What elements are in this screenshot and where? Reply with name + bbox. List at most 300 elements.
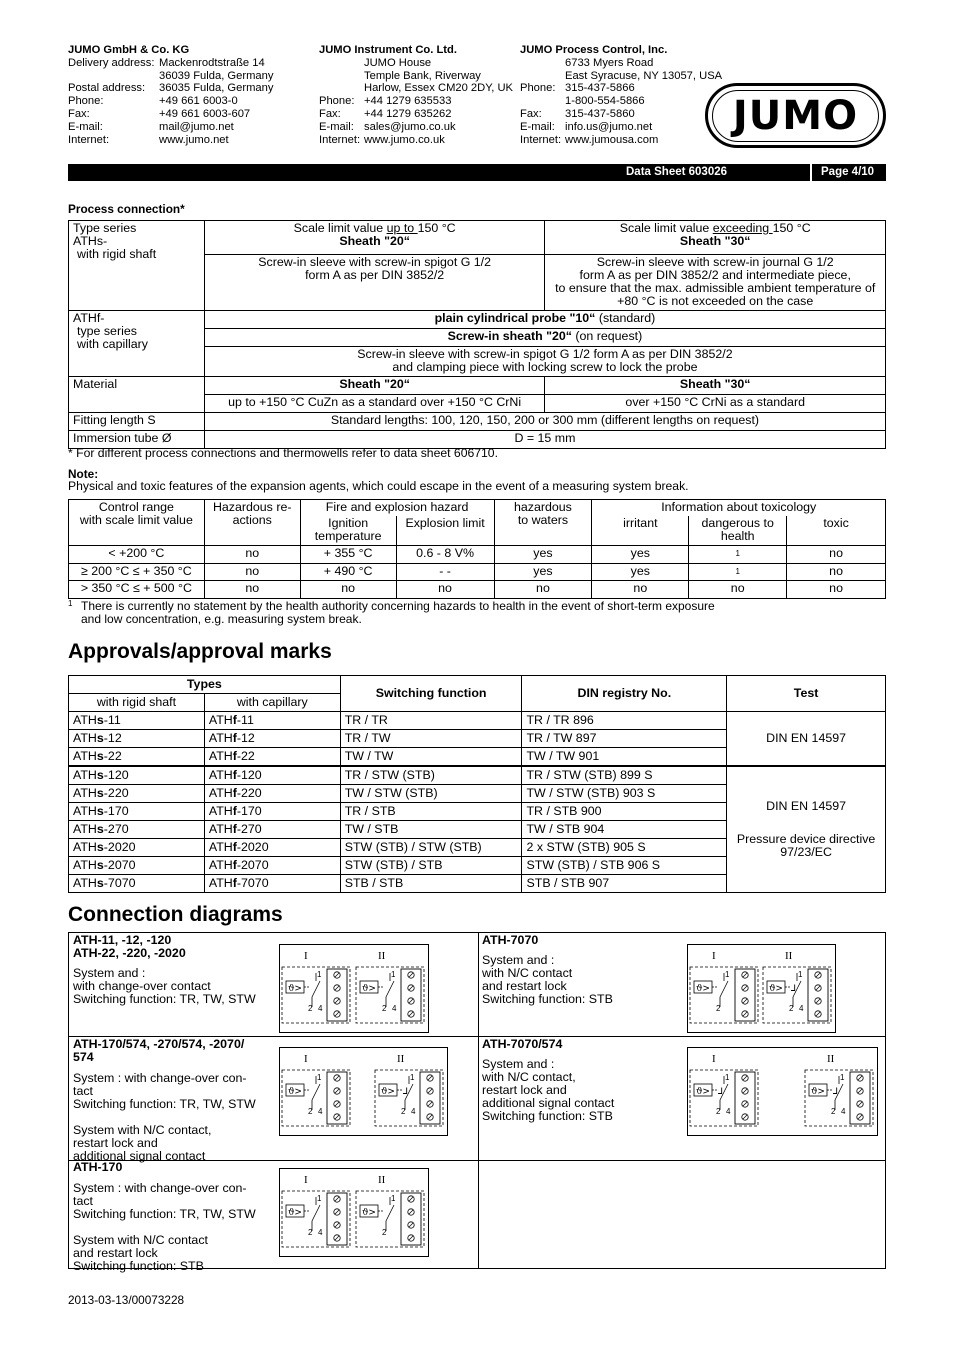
hazard-table — [68, 499, 886, 599]
terminal-slot — [858, 1076, 862, 1080]
h-control: Control range with scale limit value — [69, 500, 205, 546]
approval-din: TR / STB 900 — [522, 803, 727, 821]
ath: ATH — [73, 768, 97, 782]
type-cell — [204, 748, 340, 767]
dash: - — [103, 768, 108, 782]
terminal-num: 1 — [391, 1194, 396, 1203]
approval-sw: STW (STB) / STW (STB) — [340, 839, 522, 857]
num: 120 — [241, 768, 262, 782]
dash: - — [236, 840, 242, 854]
variant: s — [96, 876, 104, 890]
terminal-slot — [428, 1102, 432, 1106]
sheath20-request — [204, 329, 885, 347]
num: 7070 — [107, 876, 136, 890]
dash: - — [236, 804, 242, 818]
dash: - — [103, 786, 108, 800]
terminal-block — [808, 969, 828, 1021]
approval-sw: TR / STW (STB) — [340, 766, 522, 785]
wiring-diagram — [279, 944, 429, 1033]
variant: f — [232, 804, 237, 818]
approval-din: STW (STB) / STB 906 S — [522, 857, 727, 875]
ath: ATH — [208, 749, 233, 763]
system-label: II — [378, 1174, 386, 1186]
mat-sheath30: Sheath "30“ — [545, 377, 886, 395]
hazard-irr: no — [592, 581, 689, 599]
address-key: E-mail: — [520, 120, 555, 133]
hazard-dang: no — [689, 581, 787, 599]
h-fire: Fire and explosion hazard — [300, 500, 494, 516]
system-label: II — [827, 1053, 835, 1065]
sensor-symbol: ϑ> — [288, 1087, 302, 1097]
address-line — [319, 57, 513, 70]
h-water: hazardous to waters — [494, 500, 592, 546]
address-value: East Syracuse, NY 13057, USA — [565, 69, 723, 82]
num: 2020 — [107, 840, 136, 854]
ath: ATH — [73, 786, 97, 800]
terminal-num: 1 — [840, 1073, 845, 1082]
note-label: Note: — [68, 467, 99, 481]
note-text: Physical and toxic features of the expansion agents, which could escape in the event of a measuring system break. — [68, 479, 689, 493]
type-cell — [204, 821, 340, 839]
terminal-block — [850, 1072, 870, 1124]
ath: ATH — [208, 822, 233, 836]
cell-ath-7070-574 — [482, 1038, 614, 1123]
restart-symbol: ⅃ — [718, 1086, 724, 1096]
address-line — [68, 70, 273, 83]
ath: ATH — [73, 804, 97, 818]
type-cell — [69, 748, 205, 767]
address-value: mail@jumo.net — [159, 120, 234, 133]
num: 12 — [241, 731, 255, 745]
address-key: E-mail: — [319, 120, 354, 133]
approval-sw: TW / TW — [340, 748, 522, 767]
terminal-slot — [335, 973, 339, 977]
address-line — [68, 82, 273, 95]
aths-sub: with rigid shaft — [77, 247, 157, 261]
approval-din: STB / STB 907 — [522, 875, 727, 893]
address-value: sales@jumo.co.uk — [364, 120, 456, 133]
terminal-slot — [816, 986, 820, 990]
type-cell — [69, 821, 205, 839]
cell-ath-170-574 — [73, 1038, 273, 1163]
terminal-num: 4 — [318, 1004, 323, 1013]
type-cell — [204, 712, 340, 730]
num: 170 — [241, 804, 262, 818]
type-series-label: Type series — [73, 221, 137, 235]
cell-ath-11 — [73, 934, 256, 1006]
sensor-symbol: ϑ> — [696, 1087, 710, 1097]
t: Scale limit value — [293, 221, 387, 235]
athf-cell — [69, 311, 205, 377]
approvals-table — [68, 675, 886, 893]
hazard-tox: no — [787, 581, 886, 599]
system-label: II — [785, 950, 793, 962]
t: 150 °C — [417, 221, 456, 235]
terminal-num: 1 — [410, 1073, 415, 1082]
type-cell — [69, 803, 205, 821]
cell-title: ATH-7070 — [482, 933, 539, 947]
terminal-slot — [335, 1236, 339, 1240]
terminal-num: 2 — [831, 1107, 836, 1116]
address-value: info.us@jumo.net — [565, 120, 653, 133]
approval-row — [69, 712, 886, 730]
test-std: DIN EN 14597 — [766, 799, 847, 813]
num: 270 — [241, 822, 262, 836]
cell-text: System and : with N/C contact, restart lock and additional signal contact Switching function: STB — [482, 1057, 615, 1123]
type-cell — [204, 875, 340, 893]
restart-symbol: ⅃ — [833, 1086, 839, 1096]
scale-exceed-cell — [545, 221, 886, 255]
dash: - — [236, 876, 242, 890]
variant: s — [96, 786, 104, 800]
terminal-slot — [858, 1089, 862, 1093]
hazard-reac: no — [204, 546, 300, 564]
address-line — [68, 57, 273, 70]
wiring-diagram — [279, 1047, 448, 1136]
dash: - — [103, 876, 108, 890]
connection-title: Connection diagrams — [68, 903, 283, 926]
terminal-slot — [335, 999, 339, 1003]
terminal-block — [327, 1072, 347, 1124]
approval-din: TW / STW (STB) 903 S — [522, 785, 727, 803]
type-cell — [204, 857, 340, 875]
address-key: Phone: — [68, 95, 104, 108]
address-line — [319, 121, 513, 134]
probe10 — [204, 311, 885, 329]
terminal-slot — [858, 1115, 862, 1119]
bar-divider — [810, 164, 812, 181]
terminal-slot — [816, 1012, 820, 1016]
ath: ATH — [208, 840, 233, 854]
ath: ATH — [208, 804, 233, 818]
num: 2070 — [107, 858, 136, 872]
company-name: JUMO GmbH & Co. KG — [68, 44, 190, 56]
h-explim: Explosion limit — [396, 516, 494, 546]
hazard-exp: no — [396, 581, 494, 599]
ath: ATH — [73, 731, 97, 745]
company-name: JUMO Process Control, Inc. — [520, 44, 668, 56]
type-cell — [204, 785, 340, 803]
address-key: E-mail: — [68, 120, 103, 133]
address-line — [520, 121, 722, 134]
sleeve20: Screw-in sleeve with screw-in spigot G 1/2 form A as per DIN 3852/2 — [204, 255, 545, 311]
t: (on request) — [571, 329, 643, 343]
type-cell — [69, 730, 205, 748]
immersion-value: D = 15 mm — [204, 431, 885, 449]
ath: ATH — [73, 713, 97, 727]
dash: - — [236, 768, 242, 782]
terminal-slot — [335, 1197, 339, 1201]
terminal-slot — [743, 1115, 747, 1119]
dash: - — [103, 858, 108, 872]
address-uk — [319, 44, 513, 146]
address-key: Internet: — [319, 133, 361, 146]
address-germany — [68, 44, 273, 146]
ath: ATH — [208, 858, 233, 872]
wiring-diagram — [687, 1047, 878, 1136]
system-label: I — [304, 1053, 308, 1065]
terminal-num: 2 — [401, 1107, 406, 1116]
terminal-num: 1 — [317, 1194, 322, 1203]
sensor-symbol: ϑ> — [362, 1208, 376, 1218]
sensor-symbol: ϑ> — [288, 984, 302, 994]
approval-din: TW / STB 904 — [522, 821, 727, 839]
address-value: Temple Bank, Riverway — [364, 69, 481, 82]
variant: s — [96, 804, 104, 818]
terminal-slot — [335, 1076, 339, 1080]
terminal-slot — [858, 1102, 862, 1106]
terminal-num: 1 — [725, 970, 730, 979]
hazard-footnote — [68, 600, 715, 626]
address-value: +44 1279 635533 — [364, 95, 452, 108]
address-line — [319, 134, 513, 147]
system-label: I — [304, 950, 308, 962]
cell-text: System : with change-over con- tact Switching function: TR, TW, STW System with N/C contact and restart lock Switching function: STB — [73, 1181, 256, 1273]
sleeve-clamp: Screw-in sleeve with screw-in spigot G 1/2 form A as per DIN 3852/2 and clamping piece with locking screw to lock the probe — [204, 347, 885, 377]
t: up to — [386, 221, 418, 235]
dash: - — [236, 822, 242, 836]
restart-symbol: ⅃ — [791, 983, 797, 993]
hazard-reac: no — [204, 581, 300, 599]
hazard-water: yes — [494, 546, 592, 564]
h-hazreac: Hazardous re- actions — [204, 500, 300, 546]
address-key: Postal address: — [68, 82, 146, 95]
dash: - — [103, 804, 108, 818]
hazard-row — [69, 563, 886, 581]
terminal-num: 4 — [841, 1107, 846, 1116]
terminal-num: 2 — [382, 1228, 387, 1237]
address-value: 315-437-5860 — [565, 107, 635, 120]
address-line — [319, 82, 513, 95]
address-key: Phone: — [520, 82, 556, 95]
address-line — [68, 95, 273, 108]
variant: s — [96, 749, 104, 763]
type-cell — [204, 839, 340, 857]
address-value: JUMO House — [364, 56, 432, 69]
terminal-slot — [409, 1210, 413, 1214]
h-types: Types — [69, 676, 341, 694]
dash: - — [103, 840, 108, 854]
ath: ATH — [73, 822, 97, 836]
connection-diagrams — [68, 932, 886, 1273]
terminal-num: 2 — [716, 1107, 721, 1116]
ath: ATH — [208, 713, 233, 727]
terminal-slot — [428, 1115, 432, 1119]
address-key — [319, 57, 364, 70]
type-cell — [204, 803, 340, 821]
type-cell — [204, 730, 340, 748]
hazard-tox: no — [787, 563, 886, 581]
address-key: Internet: — [520, 133, 562, 146]
cell-text: System and : with N/C contact and restart lock Switching function: STB — [482, 953, 613, 1006]
cell-title: ATH-170/574, -270/574, -2070/ 574 — [73, 1037, 245, 1064]
dash: - — [236, 786, 242, 800]
address-usa — [520, 44, 722, 146]
variant: s — [96, 858, 104, 872]
ath: ATH — [73, 749, 97, 763]
cell-title: ATH-7070/574 — [482, 1037, 563, 1051]
hazard-dang: 1 — [689, 546, 787, 564]
terminal-block — [327, 1193, 347, 1245]
hazard-row — [69, 581, 886, 599]
terminal-slot — [743, 1012, 747, 1016]
num: 7070 — [241, 876, 269, 890]
cell-text: System : with change-over con- tact Switching function: TR, TW, STW System with N/C contact, restart lock and additional signal contact — [73, 1071, 256, 1163]
footnote-text: There is currently no statement by the health authority concerning hazards to health in the event of short-term exposure and low concentration, e.g. measuring system break. — [81, 599, 715, 626]
variant: s — [96, 768, 104, 782]
address-line — [319, 95, 513, 108]
type-cell — [69, 712, 205, 730]
hazard-exp: 0.6 - 8 V% — [396, 546, 494, 564]
restart-symbol: ⅃ — [403, 1086, 409, 1096]
athf-sub1: type series — [77, 324, 137, 338]
dash: - — [236, 749, 242, 763]
h-test: Test — [727, 676, 886, 712]
test-directive: Pressure device directive 97/23/EC — [736, 832, 876, 859]
terminal-slot — [335, 986, 339, 990]
approval-test: DIN EN 14597 — [727, 712, 886, 767]
aths-text: ATHs- — [73, 234, 108, 248]
terminal-num: 1 — [798, 970, 803, 979]
cell-title: ATH-11, -12, -120 ATH-22, -220, -2020 — [73, 933, 186, 960]
dash: - — [236, 731, 242, 745]
hazard-tox: no — [787, 546, 886, 564]
variant: s — [96, 822, 104, 836]
terminal-slot — [428, 1089, 432, 1093]
terminal-slot — [409, 986, 413, 990]
type-cell — [69, 839, 205, 857]
terminal-slot — [409, 1197, 413, 1201]
address-key: Phone: — [319, 95, 355, 108]
terminal-num: 1 — [391, 970, 396, 979]
ath: ATH — [73, 840, 97, 854]
address-value: 36035 Fulda, Germany — [159, 82, 274, 95]
type-cell — [69, 785, 205, 803]
wiring-diagram — [279, 1168, 429, 1257]
h-switch: Switching function — [340, 676, 522, 712]
hazard-reac: no — [204, 563, 300, 581]
h-ignition: Ignition temperature — [300, 516, 396, 546]
address-line — [520, 57, 722, 70]
terminal-slot — [428, 1076, 432, 1080]
hazard-range: > 350 °C ≤ + 500 °C — [69, 581, 205, 599]
mat-sheath20: Sheath "20“ — [204, 377, 545, 395]
h-cap: with capillary — [204, 694, 340, 712]
terminal-num: 2 — [308, 1004, 313, 1013]
h-irritant: irritant — [592, 516, 689, 546]
hazard-ign: + 490 °C — [300, 563, 396, 581]
address-key: Fax: — [520, 107, 542, 120]
address-value: www.jumo.co.uk — [364, 133, 445, 146]
terminal-block — [401, 1193, 421, 1245]
wiring-svg — [280, 1048, 447, 1135]
document-id: 2013-03-13/00073228 — [68, 1293, 185, 1307]
h-danger: dangerous to health — [689, 516, 787, 546]
terminal-slot — [335, 1089, 339, 1093]
hazard-water: no — [494, 581, 592, 599]
mat20: up to +150 °C CuZn as a standard over +150 °C CrNi — [204, 395, 545, 413]
sensor-symbol: ϑ> — [288, 1208, 302, 1218]
wiring-svg — [688, 945, 835, 1032]
cell-ath-7070 — [482, 934, 613, 1006]
contact — [312, 981, 320, 997]
terminal-slot — [743, 986, 747, 990]
type-cell — [69, 766, 205, 785]
address-key — [520, 95, 565, 108]
dash: - — [103, 713, 108, 727]
address-value: Mackenrodtstraße 14 — [159, 56, 265, 69]
terminal-num: 2 — [308, 1228, 313, 1237]
approval-sw: STW (STB) / STB — [340, 857, 522, 875]
athf-sub2: with capillary — [77, 337, 148, 351]
address-line — [520, 95, 722, 108]
wiring-svg — [280, 945, 428, 1032]
terminal-num: 4 — [318, 1107, 323, 1116]
type-cell — [69, 875, 205, 893]
ath: ATH — [73, 876, 97, 890]
approval-din: TR / STW (STB) 899 S — [522, 766, 727, 785]
jumo-logo — [705, 83, 886, 148]
variant: f — [232, 749, 237, 763]
terminal-num: 4 — [318, 1228, 323, 1237]
approval-sw: TR / TR — [340, 712, 522, 730]
type-series-cell — [69, 221, 205, 311]
hazard-irr: yes — [592, 546, 689, 564]
num: 2070 — [241, 858, 269, 872]
immersion-label: Immersion tube Ø — [69, 431, 205, 449]
datasheet-number: Data Sheet 603026 — [626, 166, 728, 178]
approval-din: TR / TR 896 — [522, 712, 727, 730]
system-label: I — [712, 1053, 716, 1065]
approval-row — [69, 766, 886, 785]
address-key: Fax: — [319, 107, 341, 120]
address-value: +44 1279 635262 — [364, 107, 452, 120]
h-toxic: toxic — [787, 516, 886, 546]
fitting-label: Fitting length S — [69, 413, 205, 431]
address-value: 1-800-554-5866 — [565, 95, 645, 108]
address-value: www.jumo.net — [159, 133, 229, 146]
terminal-slot — [743, 1102, 747, 1106]
variant: f — [232, 840, 237, 854]
ath: ATH — [208, 876, 233, 890]
t: 150 °C — [772, 221, 811, 235]
address-line — [319, 108, 513, 121]
address-line — [520, 70, 722, 83]
sleeve30: Screw-in sleeve with screw-in journal G 1/2 form A as per DIN 3852/2 and intermediate piece, to ensure that the max. admissible ambient temperature of +80 °C is not exceeded on the case — [545, 255, 886, 311]
t: Scale limit value — [619, 221, 713, 235]
hazard-exp: - - — [396, 563, 494, 581]
num: 270 — [107, 822, 129, 836]
terminal-slot — [743, 1089, 747, 1093]
t: exceeding — [712, 221, 773, 235]
terminal-slot — [409, 1012, 413, 1016]
t: Screw-in sheath "20“ — [447, 329, 572, 343]
terminal-slot — [816, 973, 820, 977]
terminal-slot — [335, 1210, 339, 1214]
terminal-slot — [816, 999, 820, 1003]
num: 11 — [241, 713, 254, 727]
variant: f — [232, 768, 237, 782]
type-cell — [204, 766, 340, 785]
col-divider — [478, 933, 479, 1269]
address-key — [520, 70, 565, 83]
cell-ath-170 — [73, 1161, 273, 1273]
wiring-svg — [280, 1169, 428, 1256]
dash: - — [103, 731, 108, 745]
address-line — [68, 108, 273, 121]
variant: s — [96, 731, 104, 745]
company-name: JUMO Instrument Co. Ltd. — [319, 44, 457, 56]
